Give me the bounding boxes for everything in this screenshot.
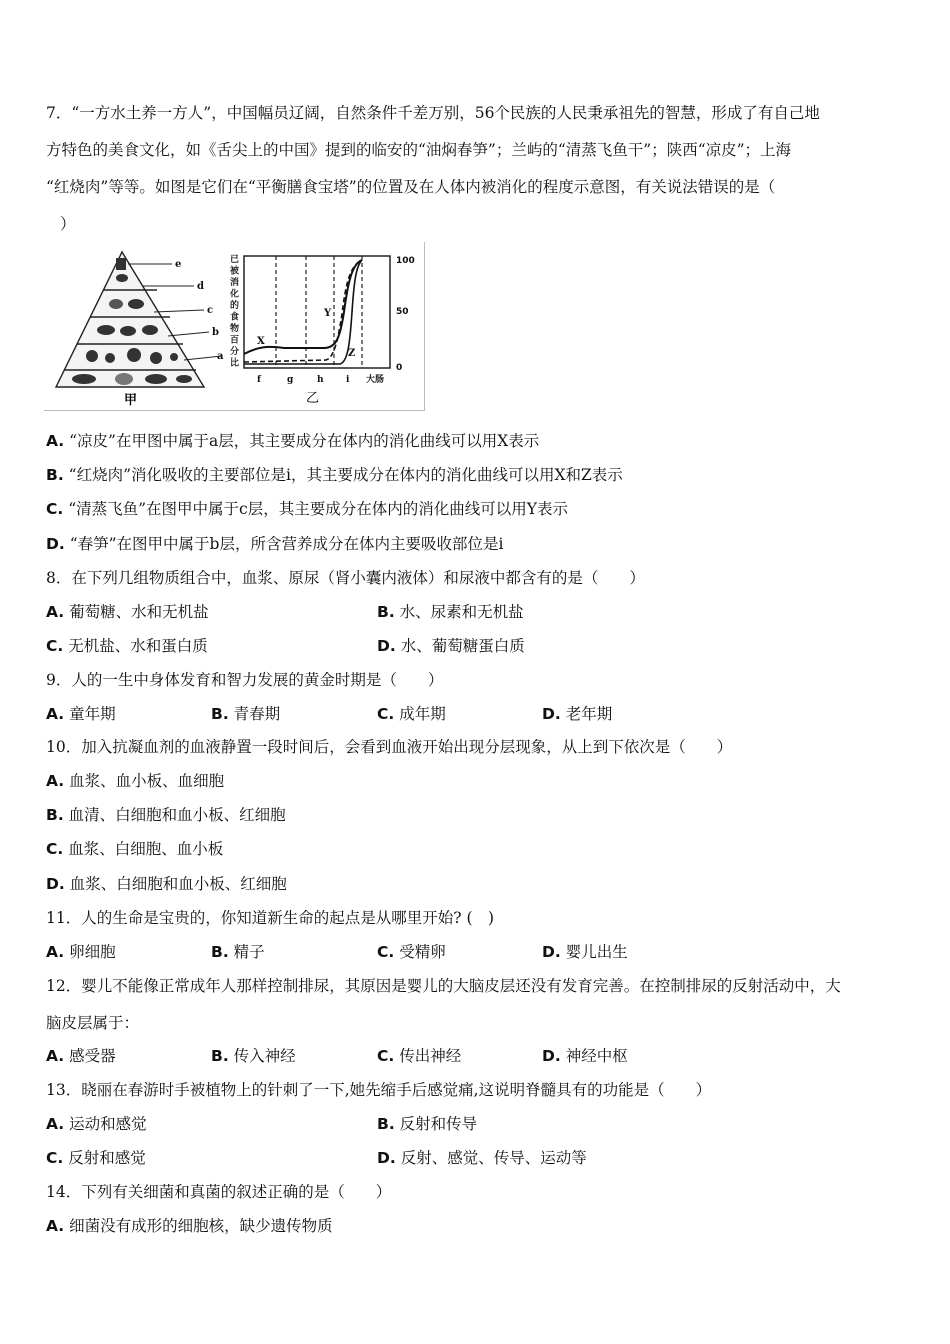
q8-option-a <box>46 602 209 622</box>
option-label: D. <box>46 535 65 553</box>
option-text: “春笋”在图甲中属于b层，所含营养成分在体内主要吸收部位是i <box>69 535 504 553</box>
q9-option-d <box>542 704 612 724</box>
q10-option-a <box>46 771 224 791</box>
option-label: C. <box>46 500 64 518</box>
option-text: 血浆、白细胞和血小板、红细胞 <box>69 875 287 893</box>
q7-option-c <box>46 499 568 519</box>
option-text: 反射和感觉 <box>68 1149 146 1167</box>
option-text: 细菌没有成形的细胞核，缺少遗传物质 <box>69 1217 333 1235</box>
option-text: 血浆、白细胞、血小板 <box>68 840 224 858</box>
option-label: C. <box>377 1047 395 1065</box>
q14-stem: 14．下列有关细菌和真菌的叙述正确的是（ ） <box>46 1183 392 1201</box>
q9-option-b <box>211 704 280 724</box>
option-text: 成年期 <box>399 705 446 723</box>
option-label: A. <box>46 1115 65 1133</box>
q10-option-d <box>46 874 287 894</box>
option-label: C. <box>377 705 395 723</box>
option-text: 童年期 <box>69 705 116 723</box>
option-label: A. <box>46 1217 65 1235</box>
q13-option-b <box>377 1114 477 1134</box>
curve-label-y: Y <box>324 308 332 319</box>
y-axis-label-char: 百 <box>230 335 240 346</box>
option-text: 水、尿素和无机盐 <box>399 603 524 621</box>
q10-option-c <box>46 839 223 859</box>
option-text: 无机盐、水和蛋白质 <box>68 637 208 655</box>
q12-option-b <box>211 1046 296 1066</box>
y-axis-label-char: 化 <box>230 289 240 300</box>
option-text: 运动和感觉 <box>69 1115 147 1133</box>
y-tick-100: 100 <box>396 256 415 266</box>
y-axis-label-char: 食 <box>230 312 240 323</box>
q11-option-c <box>377 942 446 962</box>
option-label: D. <box>377 637 396 655</box>
q12-option-c <box>377 1046 461 1066</box>
option-label: A. <box>46 943 65 961</box>
q7-stem-line4: ） <box>60 215 76 233</box>
option-label: B. <box>211 705 229 723</box>
q12-option-d <box>542 1046 628 1066</box>
pyramid-label-d: d <box>197 281 204 292</box>
q8-option-d <box>377 636 525 656</box>
option-label: C. <box>46 840 64 858</box>
option-label: B. <box>377 1115 395 1133</box>
q7-figure <box>44 242 425 411</box>
digestion-chart <box>229 254 415 406</box>
option-label: D. <box>542 1047 561 1065</box>
option-label: C. <box>46 637 64 655</box>
option-text: 青春期 <box>233 705 281 723</box>
q10-option-b <box>46 805 286 825</box>
option-label: D. <box>542 705 561 723</box>
q9-option-c <box>377 704 446 724</box>
y-tick-50: 50 <box>396 307 409 317</box>
q9-stem: 9．人的一生中身体发育和智力发展的黄金时期是（ ） <box>46 671 444 689</box>
option-label: C. <box>377 943 395 961</box>
option-text: 反射、感觉、传导、运动等 <box>400 1149 587 1167</box>
option-text: 感受器 <box>69 1047 116 1065</box>
option-label: A. <box>46 772 65 790</box>
option-text: “红烧肉”消化吸收的主要部位是i，其主要成分在体内的消化曲线可以用X和Z表示 <box>68 466 623 484</box>
q13-stem: 13．晓丽在春游时手被植物上的针刺了一下,她先缩手后感觉痛,这说明脊髓具有的功能是（ ） <box>46 1081 712 1099</box>
option-label: B. <box>211 943 229 961</box>
q11-option-a <box>46 942 116 962</box>
q11-stem: 11．人的生命是宝贵的，你知道新生命的起点是从哪里开始? ( ) <box>46 909 495 927</box>
option-label: B. <box>377 603 395 621</box>
y-axis-label-char: 比 <box>230 358 240 369</box>
q7-stem-line1: 7．“一方水土养一方人”，中国幅员辽阔，自然条件千差万别，56个民族的人民秉承祖先的智慧，形成了有自己地 <box>46 104 820 122</box>
option-label: B. <box>211 1047 229 1065</box>
x-tick-f: f <box>257 375 261 385</box>
pyramid-label-e: e <box>175 259 182 270</box>
option-label: A. <box>46 603 65 621</box>
x-tick-large-intestine: 大肠 <box>366 375 385 385</box>
q13-option-a <box>46 1114 147 1134</box>
y-axis-label-char: 已 <box>230 255 240 265</box>
q7-option-b <box>46 465 623 485</box>
option-text: 血浆、血小板、血细胞 <box>69 772 225 790</box>
option-text: 神经中枢 <box>565 1047 628 1065</box>
q10-stem: 10．加入抗凝血剂的血液静置一段时间后，会看到血液开始出现分层现象，从上到下依次是（ ） <box>46 738 733 756</box>
option-label: B. <box>46 806 64 824</box>
option-label: D. <box>542 943 561 961</box>
food-pyramid <box>56 252 204 387</box>
q7-option-d <box>46 534 503 554</box>
option-text: 反射和传导 <box>399 1115 478 1133</box>
option-text: 葡萄糖、水和无机盐 <box>69 603 209 621</box>
chart-y-label <box>229 254 240 369</box>
pyramid-label-a: a <box>217 351 224 362</box>
x-tick-i: i <box>346 375 350 385</box>
option-text: “凉皮”在甲图中属于a层，其主要成分在体内的消化曲线可以用X表示 <box>69 432 540 450</box>
y-tick-0: 0 <box>396 363 403 373</box>
y-axis-label-char: 被 <box>230 266 240 277</box>
figure-caption-left: 甲 <box>124 393 138 408</box>
y-axis-label-char: 物 <box>230 324 240 334</box>
pyramid-label-c: c <box>207 305 214 316</box>
option-text: 受精卵 <box>399 943 446 961</box>
q14-option-a <box>46 1216 333 1236</box>
y-axis-label-char: 消 <box>230 278 240 288</box>
x-tick-h: h <box>317 375 324 385</box>
q8-option-b <box>377 602 524 622</box>
option-label: D. <box>46 875 65 893</box>
q11-option-b <box>211 942 265 962</box>
curve-label-x: X <box>257 336 265 347</box>
y-axis-label-char: 分 <box>230 347 240 357</box>
option-label: A. <box>46 432 65 450</box>
option-text: 老年期 <box>565 705 613 723</box>
curve-label-z: Z <box>348 348 356 359</box>
figure-caption-right: 乙 <box>306 391 320 406</box>
q12-stem-line1: 12．婴儿不能像正常成年人那样控制排尿，其原因是婴儿的大脑皮层还没有发育完善。在控制排尿的反射活动中，大 <box>46 977 841 995</box>
q7-option-a <box>46 431 539 451</box>
y-axis-label-char: 的 <box>230 301 240 311</box>
q13-option-d <box>377 1148 587 1168</box>
pyramid-label-b: b <box>212 327 219 338</box>
q7-figure-svg <box>44 242 424 410</box>
option-text: 传出神经 <box>399 1047 462 1065</box>
option-text: 婴儿出生 <box>565 943 628 961</box>
q13-option-c <box>46 1148 146 1168</box>
option-label: A. <box>46 1047 65 1065</box>
option-text: “清蒸飞鱼”在图甲中属于c层，其主要成分在体内的消化曲线可以用Y表示 <box>68 500 568 518</box>
q12-option-a <box>46 1046 116 1066</box>
q7-stem-line2: 方特色的美食文化，如《舌尖上的中国》提到的临安的“油焖春笋”；兰屿的“清蒸飞鱼干”；陕西“凉皮”；上海 <box>46 141 792 159</box>
option-label: D. <box>377 1149 396 1167</box>
option-text: 精子 <box>233 943 265 961</box>
option-label: C. <box>46 1149 64 1167</box>
option-text: 卵细胞 <box>69 943 116 961</box>
option-label: A. <box>46 705 65 723</box>
q8-option-c <box>46 636 208 656</box>
q9-option-a <box>46 704 116 724</box>
q11-option-d <box>542 942 628 962</box>
option-text: 水、葡萄糖蛋白质 <box>400 637 525 655</box>
q7-stem-line3: “红烧肉”等等。如图是它们在“平衡膳食宝塔”的位置及在人体内被消化的程度示意图，有关说法错误的是（ <box>46 178 776 196</box>
option-text: 传入神经 <box>233 1047 296 1065</box>
q12-stem-line2: 脑皮层属于： <box>46 1014 140 1032</box>
x-tick-g: g <box>287 375 294 385</box>
q8-stem: 8．在下列几组物质组合中，血浆、原尿（肾小囊内液体）和尿液中都含有的是（ ） <box>46 569 645 587</box>
option-text: 血清、白细胞和血小板、红细胞 <box>68 806 286 824</box>
option-label: B. <box>46 466 64 484</box>
